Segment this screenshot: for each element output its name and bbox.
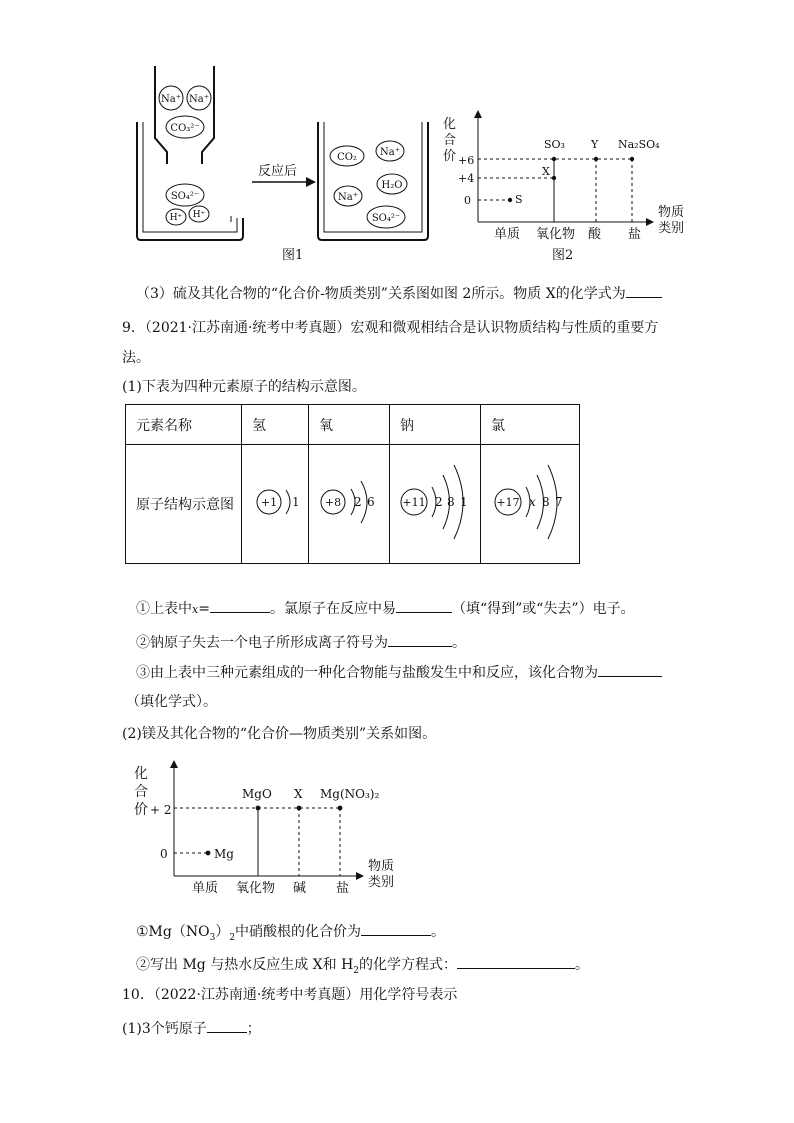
svg-text:+11: +11 bbox=[402, 496, 426, 509]
point-label: MgO bbox=[242, 787, 272, 801]
atom-structure-table bbox=[125, 404, 580, 564]
x-axis-title: 类别 bbox=[368, 875, 395, 890]
table-cell: 氯 bbox=[481, 405, 580, 445]
question-9-part2-intro: (2)镁及其化合物的“化合价—物质类别”关系如图。 bbox=[122, 726, 437, 742]
ion-label: Na⁺ bbox=[338, 192, 358, 203]
x-tick: 氧化物 bbox=[236, 881, 276, 896]
answer-blank[interactable] bbox=[598, 662, 662, 677]
atom-diagram-cell bbox=[481, 445, 580, 564]
svg-text:6: 6 bbox=[367, 495, 375, 509]
point-label: Mg(NO₃)₂ bbox=[320, 787, 380, 801]
point-label: Mg bbox=[214, 847, 234, 861]
point-label: X bbox=[294, 787, 303, 801]
answer-blank[interactable] bbox=[388, 632, 452, 647]
question-9-part1-intro: (1)下表为四种元素原子的结构示意图。 bbox=[122, 379, 366, 395]
figure-1-caption: 图1 bbox=[282, 248, 304, 263]
ion-label: Na⁺ bbox=[380, 147, 400, 158]
magnesium-valence-chart bbox=[128, 758, 428, 898]
ion-label: CO₂ bbox=[337, 152, 357, 163]
table-cell: 氧 bbox=[309, 405, 390, 445]
svg-text:2: 2 bbox=[354, 495, 362, 509]
svg-text:7: 7 bbox=[555, 495, 563, 509]
ion-label: SO₄²⁻ bbox=[170, 191, 200, 202]
question-9-header: 9．（2021·江苏南通·统考中考真题）宏观和微观相结合是认识物质结构与性质的重要方 bbox=[122, 320, 659, 336]
question-9-s3: ③由上表中三种元素组成的一种化合物能与盐酸发生中和反应，该化合物为 bbox=[136, 662, 662, 683]
question-9-s2: ②钠原子失去一个电子所形成离子符号为 。 bbox=[136, 632, 466, 653]
reaction-arrow-label: 反应后 bbox=[258, 164, 298, 179]
y-axis-title: 价 bbox=[134, 802, 148, 818]
figure-1-after-beaker bbox=[312, 60, 437, 245]
answer-blank[interactable] bbox=[396, 598, 452, 613]
ion-label: SO₄²⁻ bbox=[371, 213, 401, 224]
x-axis-title: 类别 bbox=[658, 221, 685, 236]
svg-text:8: 8 bbox=[542, 495, 550, 509]
ion-label: H⁺ bbox=[192, 210, 206, 220]
svg-text:8: 8 bbox=[447, 495, 455, 509]
x-tick: 酸 bbox=[588, 227, 602, 242]
y-axis-title: 价 bbox=[443, 149, 457, 164]
figure-2-caption: 图2 bbox=[552, 248, 574, 263]
point-label: Na₂SO₄ bbox=[618, 138, 660, 151]
question-8-3: （3）硫及其化合物的“化合价-物质类别”关系图如图 2所示。物质 X的化学式为 bbox=[136, 283, 662, 304]
x-axis-title: 物质 bbox=[368, 859, 395, 874]
svg-text:1: 1 bbox=[460, 495, 468, 509]
svg-text:+17: +17 bbox=[496, 496, 520, 509]
point-label: S bbox=[515, 193, 523, 206]
svg-text:1: 1 bbox=[292, 495, 300, 509]
figure-2-chart bbox=[436, 108, 696, 266]
x-tick: 盐 bbox=[628, 227, 642, 242]
table-cell: 原子结构示意图 bbox=[126, 445, 242, 564]
table-cell: 元素名称 bbox=[126, 405, 242, 445]
answer-blank[interactable] bbox=[361, 921, 431, 936]
atom-diagram-cell bbox=[309, 445, 390, 564]
x-tick: 碱 bbox=[293, 881, 307, 896]
ion-label: CO₃²⁻ bbox=[170, 123, 200, 134]
svg-text:+1: +1 bbox=[260, 496, 278, 509]
answer-blank[interactable] bbox=[207, 1018, 247, 1033]
reaction-arrow bbox=[250, 176, 320, 188]
svg-text:+8: +8 bbox=[324, 496, 342, 509]
question-10-header: 10．（2022·江苏南通·统考中考真题）用化学符号表示 bbox=[122, 987, 458, 1003]
atom-diagram-h bbox=[242, 445, 308, 559]
table-cell: 钠 bbox=[390, 405, 481, 445]
atom-diagram-na bbox=[390, 445, 480, 559]
answer-blank[interactable] bbox=[210, 598, 270, 613]
svg-text:2: 2 bbox=[435, 495, 443, 509]
question-9-header-cont: 法。 bbox=[122, 350, 150, 366]
answer-blank[interactable] bbox=[626, 283, 662, 298]
x-tick: 盐 bbox=[336, 881, 350, 896]
question-10-part1: (1)3个钙原子 ； bbox=[122, 1018, 261, 1039]
table-cell: 氢 bbox=[242, 405, 309, 445]
y-axis-title: 合 bbox=[443, 133, 457, 148]
point-label: SO₃ bbox=[544, 138, 565, 151]
x-tick: 氧化物 bbox=[536, 227, 576, 242]
svg-text:x: x bbox=[529, 495, 536, 509]
y-tick: +4 bbox=[458, 172, 475, 185]
ion-label: Na⁺ bbox=[189, 94, 209, 105]
atom-diagram-cell bbox=[242, 445, 309, 564]
y-tick: +6 bbox=[458, 154, 475, 167]
y-tick: 0 bbox=[464, 194, 471, 207]
question-9-s3-cont: （填化学式）。 bbox=[126, 694, 217, 710]
question-9-s1: ①上表中x= 。氯原子在反应中易 （填“得到”或“失去”）电子。 bbox=[136, 598, 635, 620]
x-tick: 单质 bbox=[192, 881, 219, 896]
y-axis-title: 化 bbox=[134, 766, 148, 782]
ion-label: Na⁺ bbox=[161, 94, 181, 105]
question-9-s5: ②写出 Mg 与热水反应生成 X和 $H_2$的化学方程式： 。 bbox=[136, 954, 589, 981]
x-tick: 单质 bbox=[494, 227, 521, 242]
point-label: Y bbox=[591, 138, 599, 151]
figure-1 bbox=[125, 60, 255, 265]
point-label: X bbox=[542, 165, 550, 178]
y-tick: + 2 bbox=[150, 803, 172, 817]
ion-label: H₂O bbox=[381, 180, 403, 191]
atom-diagram-cell bbox=[390, 445, 481, 564]
answer-blank[interactable] bbox=[457, 954, 575, 969]
atom-diagram-o bbox=[309, 445, 389, 559]
x-axis-title: 物质 bbox=[658, 205, 685, 220]
question-9-s4: $①Mg(NO_3)_2$中硝酸根的化合价为 。 bbox=[136, 921, 445, 948]
y-tick: 0 bbox=[160, 847, 168, 861]
y-axis-title: 合 bbox=[134, 784, 148, 800]
y-axis-title: 化 bbox=[443, 117, 457, 132]
ion-label: H⁺ bbox=[169, 213, 183, 223]
atom-diagram-cl bbox=[481, 445, 579, 559]
